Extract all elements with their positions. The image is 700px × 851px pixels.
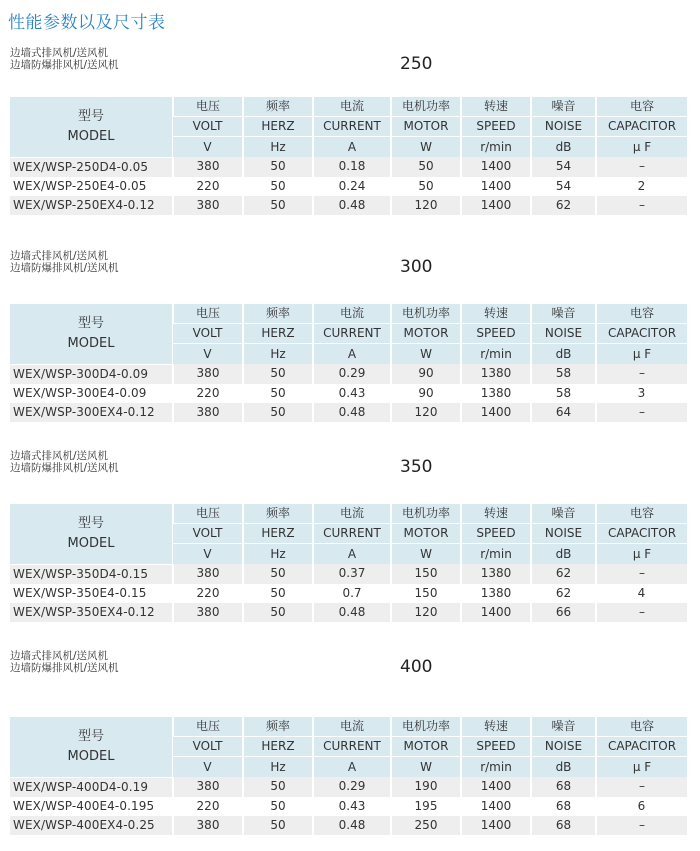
model-header	[10, 304, 173, 364]
cell-volt: 220	[196, 385, 220, 400]
cell-current: 0.48	[313, 816, 391, 835]
cell-motor: 90	[418, 385, 434, 400]
header-speed-en: SPEED	[461, 117, 531, 137]
cell-speed: 1400	[461, 403, 531, 422]
header-herz-en: HERZ	[243, 117, 313, 137]
header-current-cn: 电流	[313, 717, 391, 737]
cell-model: WEX/WSP-300D4-0.09	[10, 364, 173, 384]
table-header-row	[10, 717, 687, 737]
header-current-unit: A	[313, 344, 391, 365]
cell-herz: 50	[270, 798, 286, 813]
header-herz-cn: 频率	[243, 504, 313, 524]
cell-noise: 62	[531, 196, 596, 215]
header-motor-unit: W	[391, 544, 461, 565]
cell-model: WEX/WSP-400E4-0.195	[13, 798, 155, 813]
cell-model: WEX/WSP-250E4-0.05	[13, 178, 147, 193]
header-volt-cn: 电压	[173, 504, 243, 524]
model-header	[10, 717, 173, 777]
header-volt-en: VOLT	[173, 324, 243, 344]
spec-table	[10, 504, 687, 622]
cell-herz: 50	[270, 178, 286, 193]
header-motor-unit: W	[391, 757, 461, 778]
cell-volt: 380	[173, 777, 243, 797]
table-header-row	[10, 97, 687, 117]
header-herz-unit: Hz	[243, 344, 313, 365]
header-volt-unit: V	[173, 544, 243, 565]
cell-current: 0.43	[338, 385, 366, 400]
cell-current: 0.24	[338, 178, 366, 193]
model-header-en: MODEL	[67, 535, 115, 551]
header-speed-cn: 转速	[461, 304, 531, 324]
size-label: 400	[400, 657, 433, 677]
cell-noise: 68	[531, 777, 596, 797]
header-motor-cn: 电机功率	[391, 717, 461, 737]
cell-volt: 220	[196, 585, 220, 600]
cell-noise: 68	[531, 816, 596, 835]
cell-current: 0.18	[313, 157, 391, 177]
header-current-en: CURRENT	[313, 737, 391, 757]
header-herz-cn: 频率	[243, 304, 313, 324]
cell-speed: 1380	[480, 385, 512, 400]
table-row	[10, 603, 687, 622]
header-noise-en: NOISE	[531, 117, 596, 137]
section-300	[0, 247, 700, 427]
table-row	[10, 157, 687, 177]
cell-noise: 62	[555, 585, 572, 600]
size-label: 300	[400, 257, 433, 277]
model-header-cn: 型号	[77, 515, 104, 531]
cell-model: WEX/WSP-400D4-0.19	[10, 777, 173, 797]
subtitle-line-1: 边墙式排风机/送风机	[10, 650, 109, 662]
cell-capacitor: –	[596, 403, 687, 422]
section-subtitle	[10, 47, 119, 71]
header-noise-cn: 噪音	[531, 504, 596, 524]
subtitle-line-1: 边墙式排风机/送风机	[10, 47, 109, 59]
header-current-unit: A	[313, 137, 391, 158]
table-row	[10, 384, 687, 403]
header-herz-unit: Hz	[243, 137, 313, 158]
model-header-en: MODEL	[67, 335, 115, 351]
cell-capacitor: 4	[637, 585, 646, 600]
header-herz-unit: Hz	[243, 544, 313, 565]
header-motor-en: MOTOR	[391, 737, 461, 757]
cell-noise: 54	[531, 157, 596, 177]
cell-motor: 90	[391, 364, 461, 384]
cell-motor: 195	[414, 798, 438, 813]
header-motor-cn: 电机功率	[391, 504, 461, 524]
subtitle-line-1: 边墙式排风机/送风机	[10, 250, 109, 262]
header-volt-en: VOLT	[173, 737, 243, 757]
section-subtitle	[10, 250, 119, 274]
cell-model: WEX/WSP-350D4-0.15	[10, 564, 173, 584]
cell-volt: 380	[173, 196, 243, 215]
header-herz-en: HERZ	[243, 737, 313, 757]
header-motor-unit: W	[391, 344, 461, 365]
cell-current: 0.48	[313, 403, 391, 422]
cell-motor: 50	[418, 178, 434, 193]
cell-current: 0.48	[313, 196, 391, 215]
cell-motor: 190	[391, 777, 461, 797]
cell-motor: 50	[391, 157, 461, 177]
table-row	[10, 177, 687, 196]
header-motor-cn: 电机功率	[391, 304, 461, 324]
cell-motor: 150	[414, 585, 438, 600]
cell-noise: 54	[555, 178, 572, 193]
cell-speed: 1400	[480, 798, 512, 813]
cell-volt: 380	[173, 403, 243, 422]
header-volt-en: VOLT	[173, 117, 243, 137]
header-noise-cn: 噪音	[531, 304, 596, 324]
cell-speed: 1400	[461, 777, 531, 797]
cell-herz: 50	[243, 196, 313, 215]
section-400	[0, 647, 700, 832]
cell-capacitor: –	[596, 196, 687, 215]
header-capacitor-cn: 电容	[596, 504, 687, 524]
cell-noise: 58	[531, 364, 596, 384]
header-capacitor-cn: 电容	[596, 97, 687, 117]
header-speed-en: SPEED	[461, 324, 531, 344]
size-label: 350	[400, 457, 433, 477]
header-speed-unit: r/min	[461, 757, 531, 778]
table-row	[10, 564, 687, 584]
header-capacitor-en: CAPACITOR	[596, 324, 687, 344]
table-header-row	[10, 304, 687, 324]
cell-speed: 1400	[480, 178, 512, 193]
header-speed-cn: 转速	[461, 504, 531, 524]
header-volt-cn: 电压	[173, 97, 243, 117]
table-row	[10, 584, 687, 603]
cell-capacitor: 2	[637, 178, 646, 193]
cell-motor: 120	[391, 403, 461, 422]
header-volt-cn: 电压	[173, 717, 243, 737]
cell-motor: 120	[391, 196, 461, 215]
cell-capacitor: –	[596, 777, 687, 797]
subtitle-line-2: 边墙防爆排风机/送风机	[10, 59, 119, 71]
header-capacitor-unit: μ F	[596, 757, 687, 778]
header-current-cn: 电流	[313, 304, 391, 324]
cell-volt: 380	[173, 603, 243, 622]
cell-current: 0.7	[342, 585, 362, 600]
cell-volt: 380	[173, 157, 243, 177]
cell-current: 0.29	[313, 777, 391, 797]
cell-volt: 380	[173, 816, 243, 835]
table-row	[10, 403, 687, 422]
cell-herz: 50	[243, 777, 313, 797]
cell-model: WEX/WSP-400EX4-0.25	[10, 816, 173, 835]
cell-capacitor: –	[596, 564, 687, 584]
subtitle-line-2: 边墙防爆排风机/送风机	[10, 262, 119, 274]
cell-capacitor: –	[596, 364, 687, 384]
cell-model: WEX/WSP-250EX4-0.12	[10, 196, 173, 215]
cell-capacitor: 3	[637, 385, 646, 400]
header-speed-unit: r/min	[461, 544, 531, 565]
header-capacitor-en: CAPACITOR	[596, 524, 687, 544]
cell-current: 0.48	[313, 603, 391, 622]
cell-model: WEX/WSP-250D4-0.05	[10, 157, 173, 177]
header-noise-unit: dB	[531, 137, 596, 158]
header-speed-en: SPEED	[461, 524, 531, 544]
cell-herz: 50	[243, 564, 313, 584]
section-subtitle	[10, 450, 119, 474]
header-capacitor-en: CAPACITOR	[596, 117, 687, 137]
header-capacitor-cn: 电容	[596, 717, 687, 737]
cell-model: WEX/WSP-300EX4-0.12	[10, 403, 173, 422]
cell-noise: 66	[531, 603, 596, 622]
cell-speed: 1400	[461, 157, 531, 177]
header-capacitor-cn: 电容	[596, 304, 687, 324]
header-current-cn: 电流	[313, 97, 391, 117]
header-current-unit: A	[313, 544, 391, 565]
header-speed-unit: r/min	[461, 344, 531, 365]
header-capacitor-unit: μ F	[596, 344, 687, 365]
header-motor-en: MOTOR	[391, 524, 461, 544]
header-current-cn: 电流	[313, 504, 391, 524]
header-speed-cn: 转速	[461, 717, 531, 737]
cell-volt: 220	[196, 798, 220, 813]
header-current-unit: A	[313, 757, 391, 778]
section-subtitle	[10, 650, 119, 674]
header-current-en: CURRENT	[313, 324, 391, 344]
header-volt-cn: 电压	[173, 304, 243, 324]
header-capacitor-unit: μ F	[596, 137, 687, 158]
cell-volt: 220	[196, 178, 220, 193]
header-volt-unit: V	[173, 344, 243, 365]
table-row	[10, 364, 687, 384]
spec-table	[10, 717, 687, 835]
header-volt-unit: V	[173, 757, 243, 778]
table-row	[10, 777, 687, 797]
cell-speed: 1400	[461, 816, 531, 835]
header-noise-unit: dB	[531, 344, 596, 365]
header-noise-unit: dB	[531, 757, 596, 778]
header-noise-en: NOISE	[531, 737, 596, 757]
cell-model: WEX/WSP-350E4-0.15	[13, 585, 147, 600]
cell-noise: 62	[531, 564, 596, 584]
model-header-en: MODEL	[67, 128, 115, 144]
model-header-cn: 型号	[77, 728, 104, 744]
cell-speed: 1380	[461, 564, 531, 584]
cell-current: 0.43	[338, 798, 366, 813]
page-title: 性能参数以及尺寸表	[8, 13, 166, 33]
cell-capacitor: –	[596, 157, 687, 177]
cell-motor: 120	[391, 603, 461, 622]
subtitle-line-1: 边墙式排风机/送风机	[10, 450, 109, 462]
header-motor-en: MOTOR	[391, 324, 461, 344]
cell-capacitor: –	[596, 816, 687, 835]
header-capacitor-unit: μ F	[596, 544, 687, 565]
cell-current: 0.37	[313, 564, 391, 584]
header-speed-cn: 转速	[461, 97, 531, 117]
header-noise-cn: 噪音	[531, 97, 596, 117]
cell-speed: 1400	[461, 603, 531, 622]
header-current-en: CURRENT	[313, 524, 391, 544]
header-motor-unit: W	[391, 137, 461, 158]
header-current-en: CURRENT	[313, 117, 391, 137]
cell-noise: 68	[555, 798, 572, 813]
cell-noise: 64	[531, 403, 596, 422]
cell-motor: 250	[391, 816, 461, 835]
model-header-cn: 型号	[77, 108, 104, 124]
cell-capacitor: 6	[637, 798, 646, 813]
cell-current: 0.29	[313, 364, 391, 384]
header-speed-unit: r/min	[461, 137, 531, 158]
header-herz-unit: Hz	[243, 757, 313, 778]
subtitle-line-2: 边墙防爆排风机/送风机	[10, 462, 119, 474]
cell-herz: 50	[243, 603, 313, 622]
model-header-cn: 型号	[77, 315, 104, 331]
model-header-en: MODEL	[67, 748, 115, 764]
cell-noise: 58	[555, 385, 572, 400]
cell-speed: 1380	[461, 364, 531, 384]
header-noise-en: NOISE	[531, 324, 596, 344]
cell-herz: 50	[243, 364, 313, 384]
header-volt-unit: V	[173, 137, 243, 158]
section-350	[0, 447, 700, 627]
table-row	[10, 816, 687, 835]
cell-herz: 50	[270, 385, 286, 400]
cell-model: WEX/WSP-350EX4-0.12	[10, 603, 173, 622]
section-250	[0, 40, 700, 220]
table-row	[10, 196, 687, 215]
header-capacitor-en: CAPACITOR	[596, 737, 687, 757]
cell-herz: 50	[243, 157, 313, 177]
cell-volt: 380	[173, 364, 243, 384]
header-herz-en: HERZ	[243, 324, 313, 344]
header-herz-cn: 频率	[243, 717, 313, 737]
header-herz-cn: 频率	[243, 97, 313, 117]
cell-capacitor: –	[596, 603, 687, 622]
header-motor-cn: 电机功率	[391, 97, 461, 117]
cell-volt: 380	[173, 564, 243, 584]
cell-herz: 50	[270, 585, 286, 600]
subtitle-line-2: 边墙防爆排风机/送风机	[10, 662, 119, 674]
header-speed-en: SPEED	[461, 737, 531, 757]
spec-table	[10, 97, 687, 215]
cell-motor: 150	[391, 564, 461, 584]
table-row	[10, 797, 687, 816]
cell-speed: 1380	[480, 585, 512, 600]
cell-model: WEX/WSP-300E4-0.09	[13, 385, 147, 400]
header-noise-unit: dB	[531, 544, 596, 565]
header-noise-cn: 噪音	[531, 717, 596, 737]
cell-herz: 50	[243, 403, 313, 422]
cell-speed: 1400	[461, 196, 531, 215]
model-header	[10, 504, 173, 564]
header-motor-en: MOTOR	[391, 117, 461, 137]
table-header-row	[10, 504, 687, 524]
cell-herz: 50	[243, 816, 313, 835]
model-header	[10, 97, 173, 157]
spec-table	[10, 304, 687, 422]
size-label: 250	[400, 54, 433, 74]
header-noise-en: NOISE	[531, 524, 596, 544]
header-volt-en: VOLT	[173, 524, 243, 544]
header-herz-en: HERZ	[243, 524, 313, 544]
